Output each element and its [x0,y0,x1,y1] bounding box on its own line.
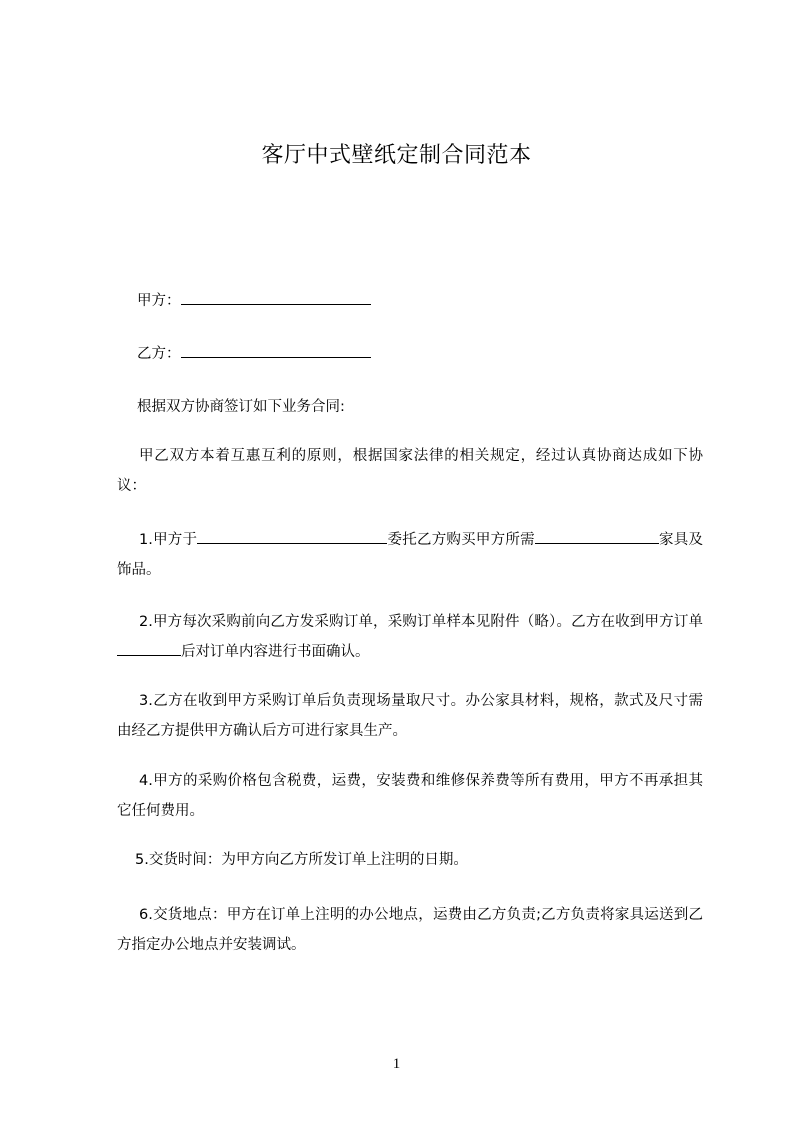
clause-6-text: 交货地点：甲方在订单上注明的办公地点，运费由乙方负责;乙方负责将家具运送到乙方指定办公地点并安装调试。 [117,907,703,953]
clause-5 [117,845,703,875]
clause-3 [117,686,703,746]
clause-1-text-a: 甲方于 [152,532,198,548]
document-title: 客厅中式壁纸定制合同范本 [261,143,532,168]
page-number: 1 [392,1056,401,1072]
clause-5-text: 交货时间：为甲方向乙方所发订单上注明的日期。 [148,852,468,868]
clause-2 [117,607,703,667]
clause-2-blank [117,641,181,656]
clause-1-text-c: 家具及饰品。 [117,532,704,578]
intro-line: 根据双方协商签订如下业务合同: [137,399,345,415]
clause-1 [117,525,703,585]
clause-1-number: 1. [139,532,153,548]
clause-4-number: 4. [139,773,153,789]
clause-1-blank-a [197,529,387,544]
clause-2-number: 2. [139,614,153,630]
party-b-line [137,343,371,364]
clause-1-text-b: 委托乙方购买甲方所需 [387,532,535,548]
preamble-paragraph: 甲乙双方本着互惠互利的原则，根据国家法律的相关规定，经过认真协商达成如下协议： [117,448,703,494]
clause-4 [117,766,703,826]
party-b-label: 乙方： [137,346,181,362]
party-a-label: 甲方： [137,293,181,309]
clause-1-blank-b [535,529,659,544]
clause-3-number: 3. [139,693,153,709]
party-a-line [137,290,371,311]
clause-6 [117,900,703,960]
clause-4-text: 甲方的采购价格包含税费，运费，安装费和维修保养费等所有费用，甲方不再承担其它任何费用。 [117,773,703,819]
clause-2-text-b: 后对订单内容进行书面确认。 [181,644,370,660]
clause-5-number: 5. [135,852,149,868]
party-a-blank [181,290,371,305]
clause-3-text: 乙方在收到甲方采购订单后负责现场量取尺寸。办公家具材料，规格，款式及尺寸需由经乙方提供甲方确认后方可进行家具生产。 [117,693,703,739]
party-b-blank [181,343,371,358]
clause-6-number: 6. [139,907,153,923]
clause-2-text-a: 甲方每次采购前向乙方发采购订单，采购订单样本见附件（略）。乙方在收到甲方订单 [152,614,703,630]
